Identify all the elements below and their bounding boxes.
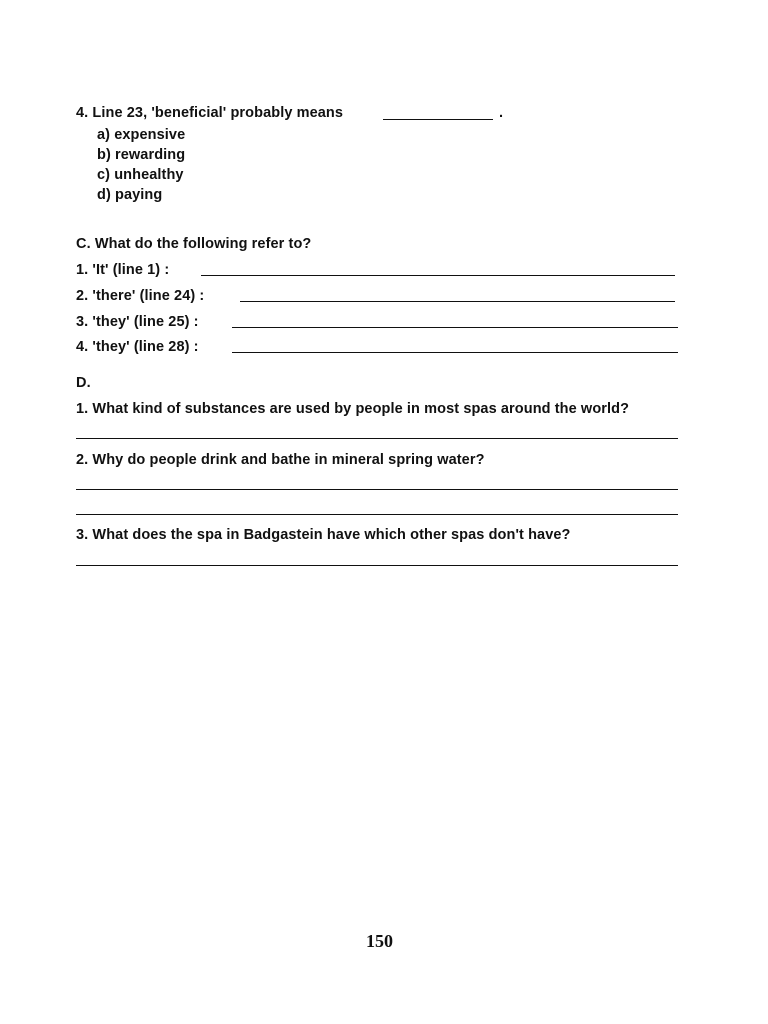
section-d-question-3-answer-line[interactable] [76,565,678,566]
section-c-item-1-label: 1. 'It' (line 1) : [76,262,170,278]
section-c-item-4-blank[interactable] [232,352,678,353]
question-4-option-c: c) unhealthy [97,167,184,183]
section-d-question-1: 1. What kind of substances are used by people in most spas around the world? [76,401,630,417]
question-4-option-d: d) paying [97,187,163,203]
section-c-item-3-blank[interactable] [232,327,678,328]
question-4-answer-blank[interactable] [383,119,493,120]
section-c-item-3-label: 3. 'they' (line 25) : [76,314,199,330]
section-d-question-2-answer-line-2[interactable] [76,514,678,515]
section-c-item-2-blank[interactable] [240,301,675,302]
section-c-item-1-blank[interactable] [201,275,675,276]
section-d-heading: D. [76,375,91,391]
question-4-option-b: b) rewarding [97,147,186,163]
page-number: 150 [366,931,393,951]
question-4-period: . [499,105,504,121]
section-c-item-4-label: 4. 'they' (line 28) : [76,339,199,355]
section-c-heading: C. What do the following refer to? [76,236,312,252]
section-d-question-2: 2. Why do people drink and bathe in mineral spring water? [76,452,485,468]
section-c-item-2-label: 2. 'there' (line 24) : [76,288,205,304]
question-4-stem: 4. Line 23, 'beneficial' probably means [76,105,344,121]
section-d-question-2-answer-line-1[interactable] [76,489,678,490]
question-4-option-a: a) expensive [97,127,186,143]
section-d-question-3: 3. What does the spa in Badgastein have which other spas don't have? [76,527,571,543]
section-d-question-1-answer-line[interactable] [76,438,678,439]
